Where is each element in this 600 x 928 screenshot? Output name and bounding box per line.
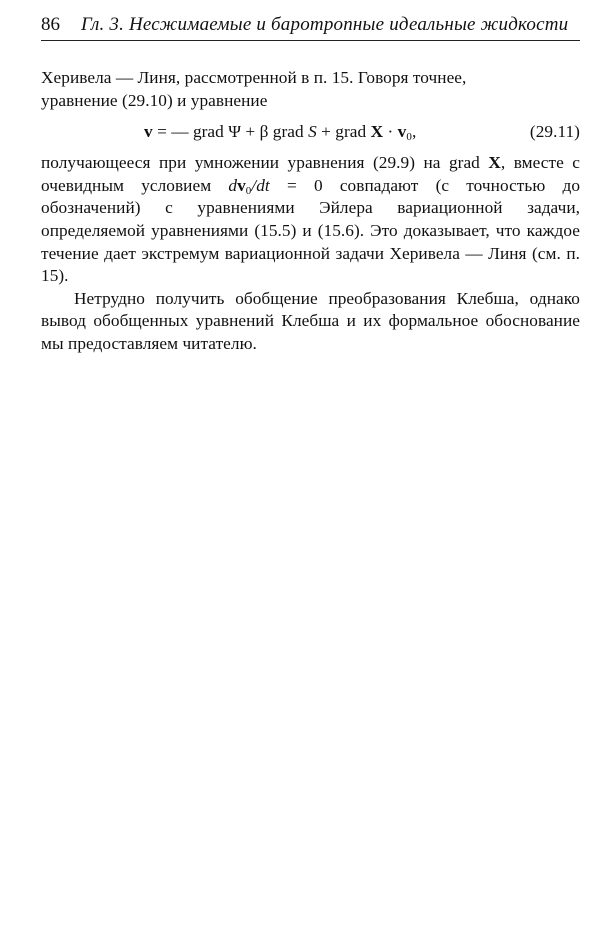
paragraph-3: Нетрудно получить обобщение преобразования Клебша, однако вывод обобщенных уравнений Клебша и их формальное обоснование мы предоставляем читателю.	[41, 288, 580, 353]
equation-plus-2: + grad	[316, 122, 371, 142]
page-number: 86	[41, 14, 60, 35]
paragraph-2	[41, 152, 580, 288]
paragraph-2-v0-subscript: 0	[245, 184, 252, 197]
chapter-title: Гл. 3. Несжимаемые и баротропные идеальные жидкости	[81, 14, 569, 35]
equation-29-11	[41, 118, 580, 146]
paragraph-1-line-1: Херивела — Линя, рассмотренной в п. 15. Говоря точнее,	[41, 68, 467, 87]
paragraph-2-text-1: получающееся при умножении уравнения (29.9) на grad	[41, 153, 489, 173]
equation-number: (29.11)	[529, 122, 580, 142]
page	[41, 14, 580, 356]
paragraph-2-text-3: = 0 совпадают (с точностью до обозначений) с уравнениями Эйлера вариационной задачи, определяемой уравнениями (15.5) и (15.6). Это доказывает, что каждое течение дает экстремум вариационной задачи Херивела — Линя (см. п. 15).	[41, 175, 581, 286]
equation-v0: v	[397, 122, 407, 142]
equation-lhs: v	[144, 122, 153, 142]
equation-comma: ,	[411, 122, 417, 142]
equation-s: S	[308, 122, 317, 142]
equation-x: X	[370, 122, 384, 142]
equation-body	[144, 118, 416, 146]
paragraph-2-x: X	[488, 153, 501, 173]
equation-dot: ·	[383, 122, 398, 142]
paragraph-2-v0: v	[237, 175, 246, 195]
paragraph-1	[41, 67, 580, 112]
paragraph-2-text-2: , вместе с очевидным условием	[41, 153, 580, 195]
paragraph-2-dt: /dt	[251, 175, 270, 195]
equation-v0-subscript: 0	[406, 131, 412, 144]
body-text	[41, 67, 580, 356]
paragraph-1-line-2: уравнение (29.10) и уравнение	[41, 90, 268, 110]
equation-psi: Ψ	[228, 122, 242, 142]
equation-plus-1: + β grad	[241, 122, 309, 142]
paragraph-2-d: d	[228, 175, 238, 195]
equation-equals: = — grad	[152, 122, 229, 142]
running-head	[41, 14, 580, 41]
